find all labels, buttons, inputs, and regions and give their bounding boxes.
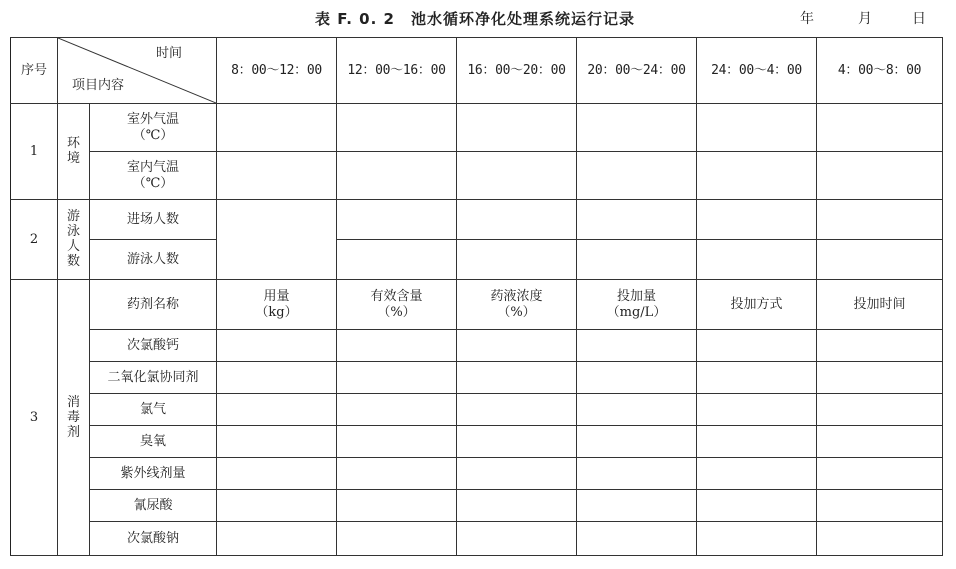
data-cell[interactable] (697, 152, 817, 200)
data-cell[interactable] (217, 458, 337, 490)
data-cell[interactable] (577, 522, 697, 556)
data-cell[interactable] (817, 330, 943, 362)
data-cell[interactable] (217, 426, 337, 458)
time-slot: 12：00～16：00 (337, 38, 457, 104)
table-row (11, 490, 943, 522)
col-head-unit: （mg/L） (606, 304, 667, 320)
time-slot: 16：00～20：00 (457, 38, 577, 104)
data-cell[interactable] (697, 394, 817, 426)
row-item (90, 104, 217, 152)
row-group (58, 200, 90, 280)
data-cell[interactable] (337, 394, 457, 426)
table-row (11, 362, 943, 394)
col-head-label: 药液浓度 (490, 288, 543, 304)
row-item: 氯气 (90, 394, 217, 426)
data-cell[interactable] (337, 490, 457, 522)
data-cell[interactable] (457, 362, 577, 394)
data-cell[interactable] (817, 522, 943, 556)
data-cell[interactable] (577, 152, 697, 200)
data-cell[interactable] (217, 362, 337, 394)
data-cell[interactable] (697, 200, 817, 240)
data-cell[interactable] (337, 240, 457, 280)
data-cell[interactable] (337, 362, 457, 394)
row-group-label: 环境 (66, 136, 80, 166)
table-row (11, 104, 943, 152)
col-head-unit: （%） (377, 304, 416, 320)
row-item-name: 室外气温 (126, 111, 179, 127)
data-cell[interactable] (697, 330, 817, 362)
data-cell[interactable] (457, 240, 577, 280)
header-time-label: 时间 (155, 46, 182, 61)
data-cell[interactable] (697, 104, 817, 152)
row-group-label: 消毒剂 (66, 394, 80, 440)
date-month: 月 (858, 11, 872, 27)
header-item-label: 项目内容 (72, 78, 125, 93)
row-item: 臭氧 (90, 426, 217, 458)
col-head-label: 有效含量 (370, 288, 423, 304)
data-cell[interactable] (577, 330, 697, 362)
col-head-label: 用量 (263, 288, 290, 304)
data-cell[interactable] (577, 426, 697, 458)
table-row (11, 426, 943, 458)
data-cell[interactable] (457, 152, 577, 200)
col-head (337, 280, 457, 330)
time-slot: 20：00～24：00 (577, 38, 697, 104)
row-item: 游泳人数 (90, 240, 217, 280)
data-cell[interactable] (697, 426, 817, 458)
data-cell[interactable] (697, 362, 817, 394)
col-head-label: 投加量 (616, 288, 656, 304)
row-item-unit: （℃） (132, 127, 174, 143)
col-head: 投加方式 (697, 280, 817, 330)
data-cell[interactable] (817, 458, 943, 490)
row-item (90, 152, 217, 200)
data-cell[interactable] (577, 240, 697, 280)
data-cell[interactable] (577, 490, 697, 522)
row-item: 二氧化氯协同剂 (90, 362, 217, 394)
data-cell[interactable] (697, 240, 817, 280)
table-row (11, 394, 943, 426)
table-row (11, 152, 943, 200)
data-cell[interactable] (577, 104, 697, 152)
data-cell[interactable] (817, 362, 943, 394)
data-cell[interactable] (217, 330, 337, 362)
header-row (11, 38, 943, 104)
row-item-name: 室内气温 (126, 159, 179, 175)
data-cell[interactable] (217, 104, 337, 152)
col-head (217, 280, 337, 330)
data-cell[interactable] (817, 200, 943, 240)
data-cell[interactable] (457, 200, 577, 240)
data-cell[interactable] (817, 394, 943, 426)
data-cell[interactable] (817, 490, 943, 522)
table-row (11, 330, 943, 362)
data-cell[interactable] (817, 152, 943, 200)
data-cell[interactable] (337, 522, 457, 556)
table-row (11, 240, 943, 280)
table-row (11, 200, 943, 240)
col-head-unit: （kg） (255, 304, 298, 320)
data-cell[interactable] (457, 330, 577, 362)
data-cell[interactable] (817, 240, 943, 280)
col-head (457, 280, 577, 330)
row-seq: 3 (11, 280, 58, 556)
data-cell[interactable] (337, 104, 457, 152)
data-cell[interactable] (217, 490, 337, 522)
row-seq: 1 (11, 104, 58, 200)
row-seq: 2 (11, 200, 58, 280)
header-diagonal-cell (58, 38, 217, 104)
data-cell[interactable] (817, 426, 943, 458)
table-row (11, 522, 943, 556)
header-seq: 序号 (11, 38, 58, 104)
row-item-unit: （℃） (132, 175, 174, 191)
data-cell[interactable] (697, 458, 817, 490)
col-head-unit: （%） (497, 304, 536, 320)
col-head: 投加时间 (817, 280, 943, 330)
data-cell[interactable] (457, 394, 577, 426)
data-cell[interactable] (337, 152, 457, 200)
row-item: 进场人数 (90, 200, 217, 240)
data-cell[interactable] (217, 152, 337, 200)
row-item: 次氯酸钙 (90, 330, 217, 362)
data-cell[interactable] (337, 426, 457, 458)
data-cell[interactable] (577, 200, 697, 240)
data-cell[interactable] (577, 394, 697, 426)
data-cell[interactable] (217, 394, 337, 426)
data-cell[interactable] (337, 458, 457, 490)
record-table (10, 37, 943, 556)
time-slot: 24：00～4：00 (697, 38, 817, 104)
time-slot: 8：00～12：00 (217, 38, 337, 104)
data-cell[interactable] (217, 522, 337, 556)
time-slot: 4：00～8：00 (817, 38, 943, 104)
row-item: 紫外线剂量 (90, 458, 217, 490)
data-cell[interactable] (457, 490, 577, 522)
date-day: 日 (912, 11, 926, 27)
table-row (11, 458, 943, 490)
table-title (0, 8, 956, 30)
disinfect-header-row (11, 280, 943, 330)
data-cell[interactable] (697, 490, 817, 522)
row-item: 次氯酸钠 (90, 522, 217, 556)
data-cell[interactable] (457, 426, 577, 458)
data-cell[interactable] (817, 104, 943, 152)
data-cell[interactable] (217, 200, 337, 280)
data-cell[interactable] (457, 104, 577, 152)
data-cell[interactable] (697, 522, 817, 556)
data-cell[interactable] (577, 362, 697, 394)
data-cell[interactable] (337, 200, 457, 240)
data-cell[interactable] (337, 330, 457, 362)
data-cell[interactable] (457, 458, 577, 490)
row-item: 氰尿酸 (90, 490, 217, 522)
row-group (58, 104, 90, 200)
table-caption: 表 F. 0. 2 池水循环净化处理系统运行记录 (315, 10, 635, 28)
col-head (577, 280, 697, 330)
data-cell[interactable] (457, 522, 577, 556)
data-cell[interactable] (577, 458, 697, 490)
col-head-name: 药剂名称 (90, 280, 217, 330)
row-group-label: 游泳人数 (66, 209, 80, 269)
row-group (58, 280, 90, 556)
date-year: 年 (800, 11, 814, 27)
